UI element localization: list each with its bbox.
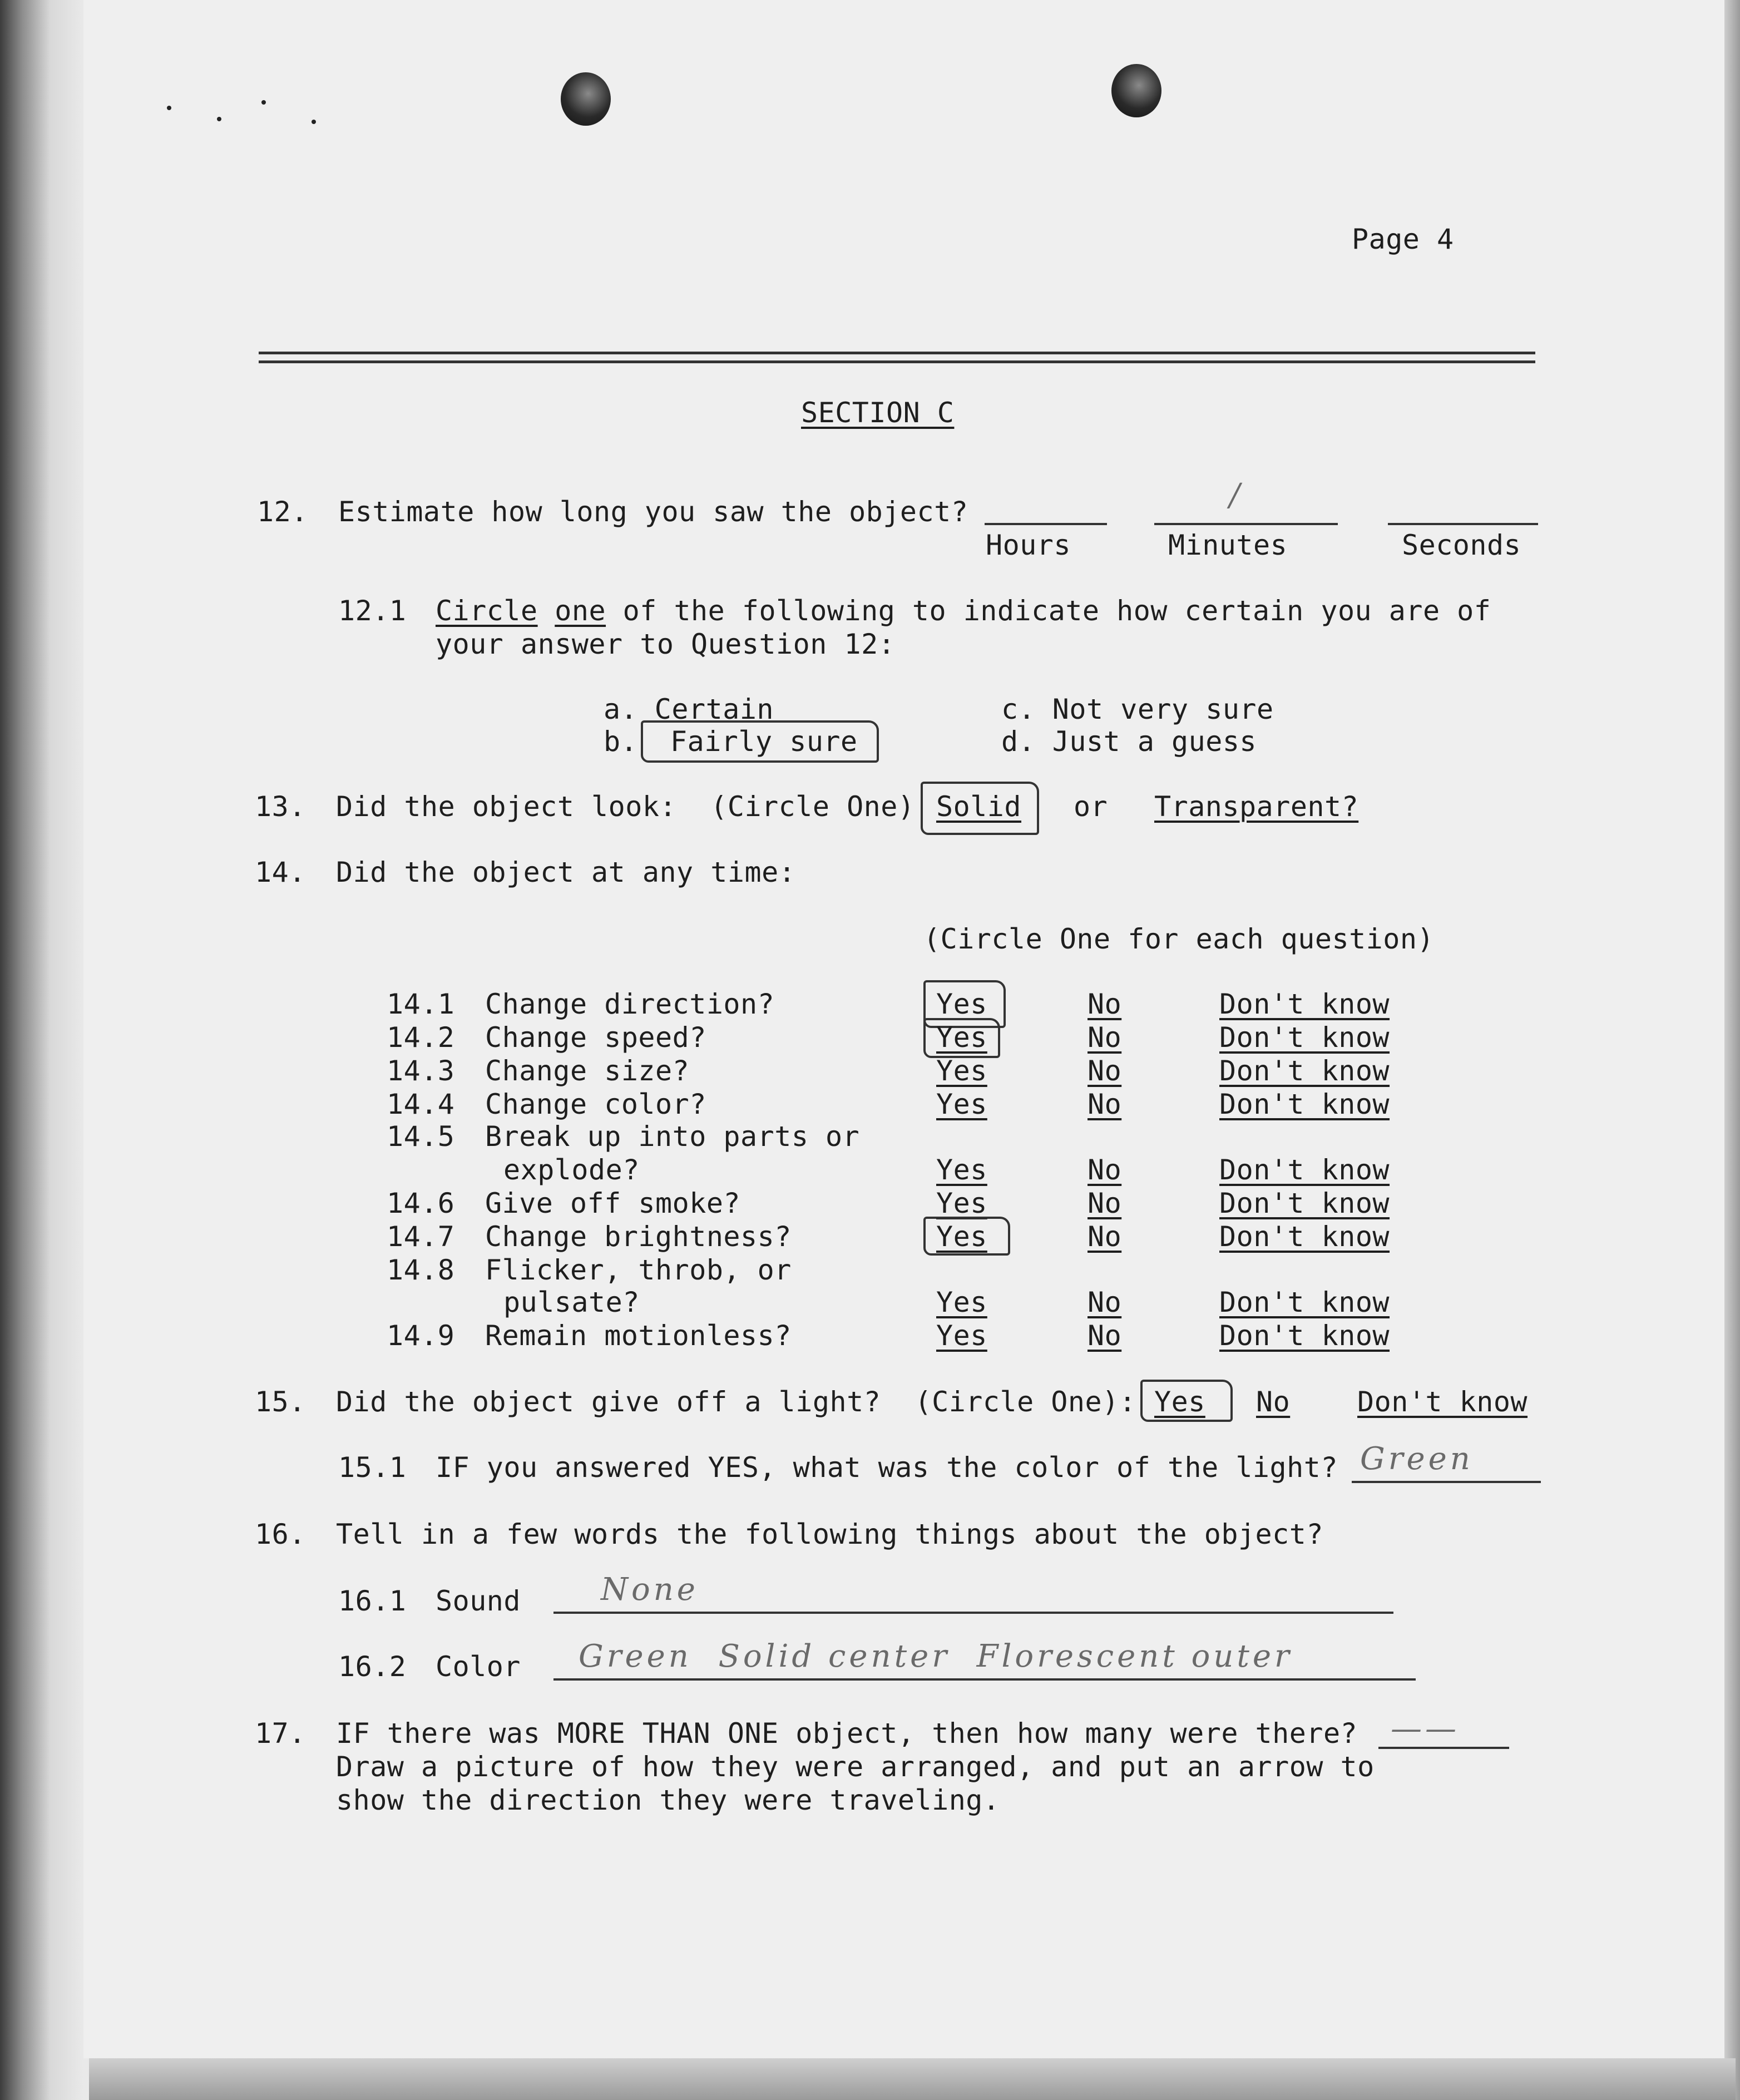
q15-yes[interactable]: Yes bbox=[1154, 1386, 1205, 1418]
q14-9-number: 14.9 bbox=[387, 1320, 455, 1352]
q14-5-text2: explode? bbox=[503, 1154, 640, 1186]
color-answer: Green Solid center Florescent outer bbox=[579, 1638, 1293, 1674]
q13-text: Did the object look: (Circle One) bbox=[336, 790, 915, 823]
q14-2-text: Change speed? bbox=[485, 1021, 706, 1054]
q15-yes-circle-mark bbox=[1140, 1380, 1233, 1422]
q16-1-number: 16.1 bbox=[338, 1585, 407, 1617]
one-word: one bbox=[555, 595, 606, 627]
q14-circle-note: (Circle One for each question) bbox=[923, 923, 1435, 955]
minutes-answer: / bbox=[1229, 477, 1243, 513]
q14-2-yes-circle-mark bbox=[923, 1018, 1000, 1058]
q17-line3: show the direction they were traveling. bbox=[336, 1784, 1000, 1816]
header-rule-top bbox=[259, 352, 1535, 354]
header-rule-bottom bbox=[259, 360, 1535, 363]
q14-5-text: Break up into parts or bbox=[485, 1120, 860, 1153]
q14-3-yes[interactable]: Yes bbox=[936, 1055, 987, 1087]
q14-1-dont-know[interactable]: Don't know bbox=[1219, 988, 1390, 1020]
light-color-answer: Green bbox=[1360, 1441, 1474, 1477]
q14-2-no[interactable]: No bbox=[1088, 1021, 1122, 1054]
hours-label: Hours bbox=[986, 529, 1071, 561]
option-c[interactable]: c. Not very sure bbox=[1001, 693, 1274, 725]
q12-text: Estimate how long you saw the object? bbox=[338, 496, 968, 528]
q14-9-yes[interactable]: Yes bbox=[936, 1320, 987, 1352]
option-d[interactable]: d. Just a guess bbox=[1001, 725, 1257, 758]
q14-2-dont-know[interactable]: Don't know bbox=[1219, 1021, 1390, 1054]
q13-solid-circle-mark bbox=[921, 782, 1039, 835]
q14-4-no[interactable]: No bbox=[1088, 1088, 1122, 1120]
q12-1-line2: your answer to Question 12: bbox=[436, 628, 896, 660]
q14-6-yes[interactable]: Yes bbox=[936, 1187, 987, 1219]
q15-dont-know[interactable]: Don't know bbox=[1357, 1386, 1528, 1418]
q14-3-no[interactable]: No bbox=[1088, 1055, 1122, 1087]
q14-2-number: 14.2 bbox=[387, 1021, 455, 1054]
q12-1-rest: of the following to indicate how certain you are of bbox=[606, 595, 1491, 627]
q14-2-yes[interactable]: Yes bbox=[936, 1021, 987, 1054]
q16-2-number: 16.2 bbox=[338, 1651, 407, 1683]
q14-5-yes[interactable]: Yes bbox=[936, 1154, 987, 1186]
q14-8-no[interactable]: No bbox=[1088, 1286, 1122, 1318]
q14-8-dont-know[interactable]: Don't know bbox=[1219, 1286, 1390, 1318]
q13-or: or bbox=[1074, 790, 1108, 823]
q14-9-text: Remain motionless? bbox=[485, 1320, 792, 1352]
q15-text: Did the object give off a light? (Circle One): bbox=[336, 1386, 1136, 1418]
q14-8-number: 14.8 bbox=[387, 1254, 455, 1286]
color-field[interactable] bbox=[553, 1678, 1416, 1681]
q13-solid[interactable]: Solid bbox=[936, 790, 1022, 823]
q14-7-dont-know[interactable]: Don't know bbox=[1219, 1221, 1390, 1253]
q14-4-number: 14.4 bbox=[387, 1088, 455, 1120]
q14-7-yes[interactable]: Yes bbox=[936, 1221, 987, 1253]
q17-line2: Draw a picture of how they were arranged, and put an arrow to bbox=[336, 1751, 1375, 1783]
q17-number: 17. bbox=[255, 1717, 306, 1750]
q14-5-number: 14.5 bbox=[387, 1120, 455, 1153]
option-b-circle-mark bbox=[641, 720, 879, 763]
q14-7-no[interactable]: No bbox=[1088, 1221, 1122, 1253]
q14-1-no[interactable]: No bbox=[1088, 988, 1122, 1020]
q14-number: 14. bbox=[255, 856, 306, 888]
q14-6-number: 14.6 bbox=[387, 1187, 455, 1219]
q14-9-no[interactable]: No bbox=[1088, 1320, 1122, 1352]
q15-no[interactable]: No bbox=[1256, 1386, 1291, 1418]
q14-1-number: 14.1 bbox=[387, 988, 455, 1020]
q14-6-text: Give off smoke? bbox=[485, 1187, 741, 1219]
minutes-label: Minutes bbox=[1168, 529, 1288, 561]
option-b[interactable]: Fairly sure bbox=[670, 725, 858, 758]
q14-6-no[interactable]: No bbox=[1088, 1187, 1122, 1219]
q16-2-label: Color bbox=[436, 1651, 521, 1683]
q14-7-yes-circle-mark bbox=[923, 1217, 1010, 1256]
q17-line1: IF there was MORE THAN ONE object, then how many were there? bbox=[336, 1717, 1358, 1750]
option-b-letter[interactable]: b. bbox=[604, 725, 638, 758]
page-bottom-shadow bbox=[89, 2058, 1736, 2100]
q14-8-text: Flicker, throb, or bbox=[485, 1254, 792, 1286]
q13-transparent[interactable]: Transparent? bbox=[1154, 790, 1359, 823]
punch-hole-left bbox=[561, 72, 611, 126]
light-color-field[interactable] bbox=[1352, 1481, 1541, 1483]
q16-1-label: Sound bbox=[436, 1585, 521, 1617]
q14-3-text: Change size? bbox=[485, 1055, 690, 1087]
q14-4-dont-know[interactable]: Don't know bbox=[1219, 1088, 1390, 1120]
q14-1-text: Change direction? bbox=[485, 988, 775, 1020]
seconds-label: Seconds bbox=[1402, 529, 1521, 561]
q14-5-dont-know[interactable]: Don't know bbox=[1219, 1154, 1390, 1186]
sound-answer: None bbox=[601, 1572, 699, 1608]
circle-word: Circle bbox=[436, 595, 538, 627]
speck bbox=[312, 120, 316, 124]
q15-1-text: IF you answered YES, what was the color of the light? bbox=[436, 1451, 1338, 1484]
q16-number: 16. bbox=[255, 1518, 306, 1550]
seconds-field[interactable] bbox=[1388, 523, 1538, 525]
q14-9-dont-know[interactable]: Don't know bbox=[1219, 1320, 1390, 1352]
speck bbox=[217, 117, 221, 121]
page-number: Page 4 bbox=[1352, 223, 1454, 255]
q12-1-text bbox=[436, 594, 1491, 627]
q14-text: Did the object at any time: bbox=[336, 856, 796, 888]
q14-3-dont-know[interactable]: Don't know bbox=[1219, 1055, 1390, 1087]
q14-7-number: 14.7 bbox=[387, 1221, 455, 1253]
q14-3-number: 14.3 bbox=[387, 1055, 455, 1087]
q14-4-yes[interactable]: Yes bbox=[936, 1088, 987, 1120]
q14-1-yes[interactable]: Yes bbox=[936, 988, 987, 1020]
object-count-field[interactable] bbox=[1378, 1747, 1509, 1749]
q14-5-no[interactable]: No bbox=[1088, 1154, 1122, 1186]
punch-hole-right bbox=[1111, 64, 1161, 117]
speck bbox=[167, 106, 171, 110]
option-a[interactable]: a. Certain bbox=[604, 693, 774, 725]
speck bbox=[261, 100, 266, 105]
sound-field[interactable] bbox=[553, 1612, 1393, 1614]
q14-7-text: Change brightness? bbox=[485, 1221, 792, 1253]
object-count-answer: —— bbox=[1391, 1711, 1460, 1747]
minutes-field[interactable] bbox=[1154, 523, 1338, 525]
q16-text: Tell in a few words the following things about the object? bbox=[336, 1518, 1323, 1550]
q14-8-yes[interactable]: Yes bbox=[936, 1286, 987, 1318]
q15-1-number: 15.1 bbox=[338, 1451, 407, 1484]
q12-number: 12. bbox=[257, 496, 308, 528]
q14-8-text2: pulsate? bbox=[503, 1286, 640, 1318]
section-title: SECTION C bbox=[801, 397, 955, 429]
q14-6-dont-know[interactable]: Don't know bbox=[1219, 1187, 1390, 1219]
hours-field[interactable] bbox=[985, 523, 1107, 525]
q13-number: 13. bbox=[255, 790, 306, 823]
q14-4-text: Change color? bbox=[485, 1088, 706, 1120]
q15-number: 15. bbox=[255, 1386, 306, 1418]
q12-1-number: 12.1 bbox=[338, 595, 407, 627]
